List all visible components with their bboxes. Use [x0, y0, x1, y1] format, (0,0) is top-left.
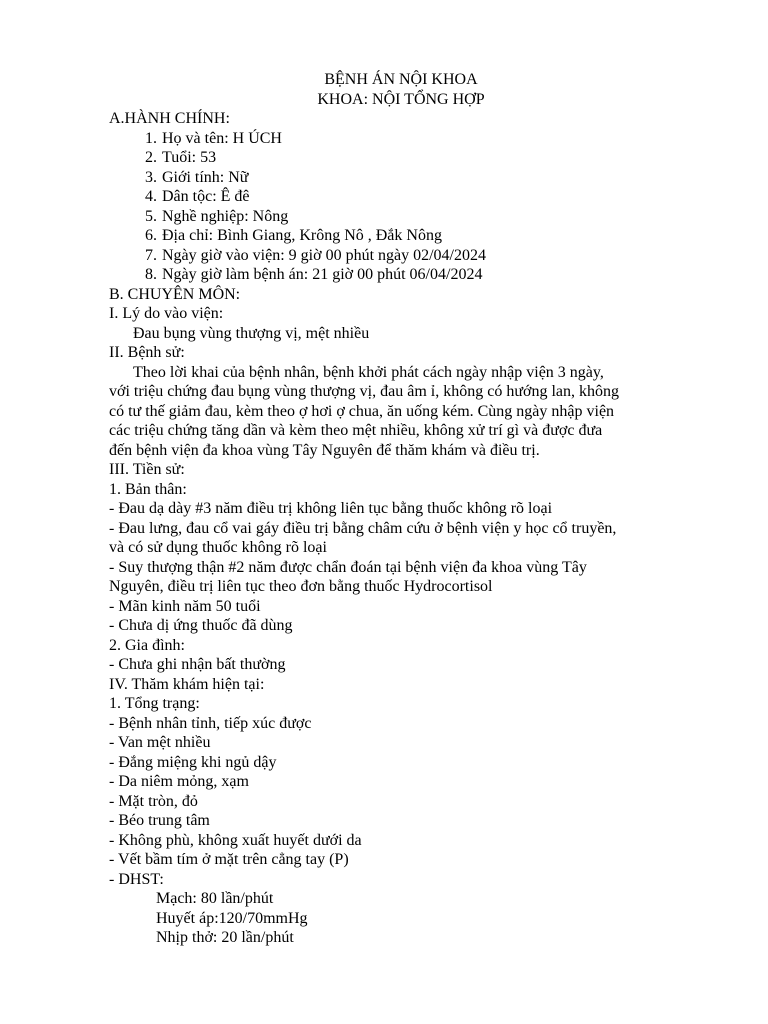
list-item: - Chưa ghi nhận bất thường: [109, 656, 286, 673]
vital-pulse: Mạch: 80 lần/phút: [156, 890, 274, 907]
past-history-heading: III. Tiền sử:: [109, 461, 185, 478]
vital-blood-pressure: Huyết áp:120/70mmHg: [156, 909, 308, 927]
list-item: - Không phù, không xuất huyết dưới da: [109, 831, 362, 849]
list-item: - Đau lưng, đau cổ vai gáy điều trị bằng châm cứu ở bệnh viện y học cổ truyền,: [109, 519, 617, 537]
document-title: BỆNH ÁN NỘI KHOA: [324, 71, 478, 88]
list-item: - Chưa dị ứng thuốc đã dùng: [109, 617, 293, 634]
list-item: 5. Nghề nghiệp: Nông: [145, 207, 289, 225]
personal-history-heading: 1. Bản thân:: [109, 480, 187, 498]
list-item: - Đắng miệng khi ngủ dậy: [109, 753, 277, 771]
list-item: 8. Ngày giờ làm bệnh án: 21 giờ 00 phút 06/04/2024: [145, 266, 483, 283]
general-condition-heading: 1. Tổng trạng:: [109, 695, 200, 712]
paragraph-line: các triệu chứng tăng dần và kèm theo mệt nhiều, không xử trí gì và được đưa: [109, 422, 603, 439]
list-item: - Vết bầm tím ở mặt trên cẳng tay (P): [109, 851, 349, 868]
list-item: - Mãn kinh năm 50 tuổi: [109, 597, 261, 615]
history-paragraph: [109, 363, 709, 461]
list-item: - Đau dạ dày #3 năm điều trị không liên tục bằng thuốc không rõ loại: [109, 500, 553, 517]
list-item: - Mặt tròn, đỏ: [109, 792, 198, 810]
reason-text: Đau bụng vùng thượng vị, mệt nhiều: [133, 324, 370, 342]
paragraph-line: Theo lời khai của bệnh nhân, bệnh khởi phát cách ngày nhập viện 3 ngày,: [133, 363, 604, 381]
exam-heading: IV. Thăm khám hiện tại:: [109, 675, 265, 693]
vital-respiratory-rate: Nhịp thở: 20 lần/phút: [156, 929, 294, 946]
paragraph-line: với triệu chứng đau bụng vùng thượng vị, đau âm ỉ, không có hướng lan, không: [109, 383, 619, 400]
list-item: Nguyên, điều trị liên tục theo đơn bằng thuốc Hydrocortisol: [109, 578, 493, 595]
family-history-heading: 2. Gia đình:: [109, 636, 185, 654]
list-item: 2. Tuổi: 53: [145, 149, 217, 166]
list-item: - Bệnh nhân tỉnh, tiếp xúc được: [109, 714, 312, 732]
list-item: 3. Giới tính: Nữ: [145, 168, 249, 186]
section-b-heading: B. CHUYÊN MÔN:: [109, 285, 241, 303]
list-item: 7. Ngày giờ vào viện: 9 giờ 00 phút ngày 02/04/2024: [145, 246, 486, 264]
document-page: [109, 70, 709, 948]
general-condition-list: [109, 714, 709, 890]
list-item: - Suy thượng thận #2 năm được chẩn đoán tại bệnh viện đa khoa vùng Tây: [109, 558, 587, 576]
list-item: 1. Họ và tên: H ÚCH: [145, 129, 282, 147]
list-item: và có sử dụng thuốc không rõ loại: [109, 539, 327, 556]
document-header: [109, 70, 693, 109]
document-subtitle: KHOA: NỘI TỔNG HỢP: [317, 90, 485, 108]
list-item: 4. Dân tộc: Ê đê: [145, 188, 250, 205]
list-item: - Béo trung tâm: [109, 812, 210, 829]
section-a-heading: A.HÀNH CHÍNH:: [109, 110, 230, 127]
paragraph-line: có tư thế giảm đau, kèm theo ợ hơi ợ chua, ăn uống kém. Cùng ngày nhập viện: [109, 402, 615, 420]
list-item: - Da niêm mỏng, xạm: [109, 773, 249, 790]
admin-info-list: [109, 129, 709, 285]
paragraph-line: đến bệnh viện đa khoa vùng Tây Nguyên để thăm khám và điều trị.: [109, 441, 540, 459]
vital-signs-list: [109, 889, 709, 948]
list-item: 6. Địa chỉ: Bình Giang, Krông Nô , Đắk Nông: [145, 227, 442, 244]
list-item: - Van mệt nhiều: [109, 734, 211, 751]
personal-history-list: [109, 499, 709, 636]
history-heading: II. Bệnh sử:: [109, 344, 185, 361]
reason-heading: I. Lý do vào viện:: [109, 305, 224, 322]
list-item: - DHST:: [109, 870, 164, 888]
